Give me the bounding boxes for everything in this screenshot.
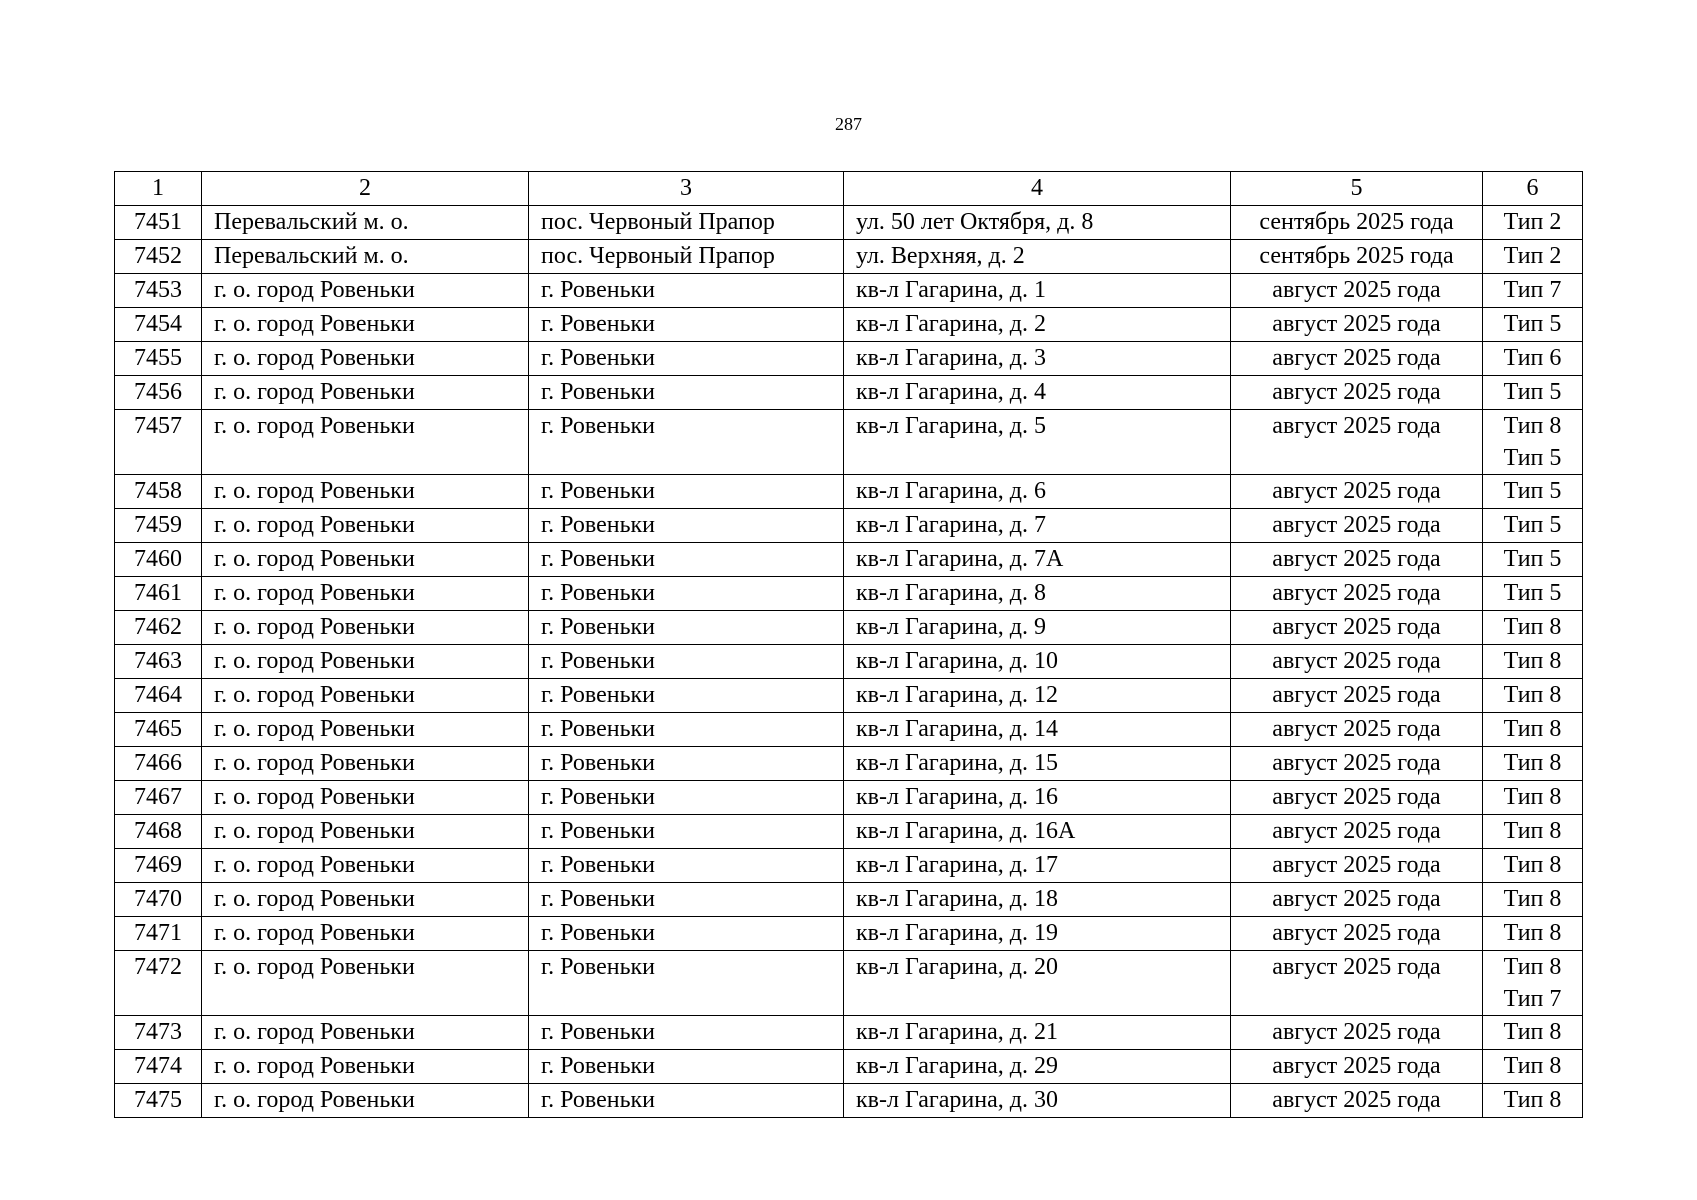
type-cell [1483,645,1583,679]
row-number: 7468 [115,815,202,849]
type-cell [1483,951,1583,1016]
date-cell: август 2025 года [1231,883,1483,917]
row-number: 7457 [115,410,202,475]
date-cell: август 2025 года [1231,342,1483,376]
table-row [115,509,1583,543]
table-row [115,1050,1583,1084]
table-row [115,475,1583,509]
settlement-cell: г. Ровеньки [529,1084,844,1118]
table-row [115,883,1583,917]
date-cell: август 2025 года [1231,815,1483,849]
district-cell: г. о. город Ровеньки [202,917,529,951]
type-cell [1483,747,1583,781]
date-cell: сентябрь 2025 года [1231,240,1483,274]
date-cell: август 2025 года [1231,376,1483,410]
address-cell: кв-л Гагарина, д. 9 [844,611,1231,645]
table-row [115,1016,1583,1050]
table-row [115,308,1583,342]
table-row [115,240,1583,274]
type-cell [1483,274,1583,308]
district-cell: г. о. город Ровеньки [202,1016,529,1050]
date-cell: август 2025 года [1231,951,1483,1016]
date-cell: август 2025 года [1231,1050,1483,1084]
address-cell: кв-л Гагарина, д. 7А [844,543,1231,577]
district-cell: г. о. город Ровеньки [202,849,529,883]
address-cell: кв-л Гагарина, д. 20 [844,951,1231,1016]
type-value: Тип 5 [1503,478,1562,504]
address-cell: кв-л Гагарина, д. 2 [844,308,1231,342]
date-cell: август 2025 года [1231,509,1483,543]
type-value: Тип 8 [1503,920,1562,946]
type-value: Тип 8 [1503,954,1562,980]
table-row [115,747,1583,781]
settlement-cell: г. Ровеньки [529,1016,844,1050]
settlement-cell: г. Ровеньки [529,274,844,308]
date-cell: август 2025 года [1231,679,1483,713]
address-cell: кв-л Гагарина, д. 8 [844,577,1231,611]
address-cell: кв-л Гагарина, д. 10 [844,645,1231,679]
type-value: Тип 8 [1503,1087,1562,1113]
row-number: 7454 [115,308,202,342]
table-row [115,679,1583,713]
district-cell: г. о. город Ровеньки [202,509,529,543]
row-number: 7463 [115,645,202,679]
district-cell: г. о. город Ровеньки [202,713,529,747]
date-cell: август 2025 года [1231,645,1483,679]
type-value: Тип 8 [1503,716,1562,742]
settlement-cell: г. Ровеньки [529,410,844,475]
type-value: Тип 8 [1503,682,1562,708]
type-cell [1483,206,1583,240]
row-number: 7464 [115,679,202,713]
type-cell [1483,611,1583,645]
row-number: 7461 [115,577,202,611]
settlement-cell: г. Ровеньки [529,509,844,543]
date-cell: август 2025 года [1231,713,1483,747]
type-value: Тип 8 [1503,1019,1562,1045]
settlement-cell: г. Ровеньки [529,815,844,849]
header-row [115,172,1583,206]
column-header-1: 1 [115,172,202,206]
address-cell: ул. 50 лет Октября, д. 8 [844,206,1231,240]
row-number: 7475 [115,1084,202,1118]
district-cell: г. о. город Ровеньки [202,308,529,342]
settlement-cell: г. Ровеньки [529,342,844,376]
row-number: 7467 [115,781,202,815]
type-value: Тип 8 [1503,886,1562,912]
settlement-cell: г. Ровеньки [529,543,844,577]
type-cell [1483,849,1583,883]
type-cell [1483,543,1583,577]
address-cell: кв-л Гагарина, д. 12 [844,679,1231,713]
settlement-cell: г. Ровеньки [529,781,844,815]
type-cell [1483,410,1583,475]
type-cell [1483,342,1583,376]
row-number: 7459 [115,509,202,543]
date-cell: август 2025 года [1231,543,1483,577]
address-cell: кв-л Гагарина, д. 19 [844,917,1231,951]
address-cell: кв-л Гагарина, д. 1 [844,274,1231,308]
type-cell [1483,815,1583,849]
type-cell [1483,883,1583,917]
address-cell: кв-л Гагарина, д. 3 [844,342,1231,376]
row-number: 7466 [115,747,202,781]
date-cell: август 2025 года [1231,274,1483,308]
table-row [115,849,1583,883]
address-cell: кв-л Гагарина, д. 16А [844,815,1231,849]
row-number: 7452 [115,240,202,274]
type-value: Тип 5 [1503,512,1562,538]
register-table [114,171,1583,1118]
date-cell: август 2025 года [1231,917,1483,951]
table-row [115,376,1583,410]
type-value: Тип 8 [1503,1053,1562,1079]
type-cell [1483,475,1583,509]
address-cell: кв-л Гагарина, д. 14 [844,713,1231,747]
date-cell: август 2025 года [1231,781,1483,815]
address-cell: кв-л Гагарина, д. 30 [844,1084,1231,1118]
district-cell: г. о. город Ровеньки [202,376,529,410]
date-cell: август 2025 года [1231,577,1483,611]
type-value: Тип 5 [1503,580,1562,606]
settlement-cell: г. Ровеньки [529,747,844,781]
settlement-cell: г. Ровеньки [529,308,844,342]
type-value: Тип 5 [1503,546,1562,572]
date-cell: август 2025 года [1231,611,1483,645]
type-cell [1483,1016,1583,1050]
column-header-3: 3 [529,172,844,206]
settlement-cell: г. Ровеньки [529,951,844,1016]
settlement-cell: г. Ровеньки [529,577,844,611]
row-number: 7458 [115,475,202,509]
district-cell: г. о. город Ровеньки [202,475,529,509]
type-cell [1483,376,1583,410]
settlement-cell: г. Ровеньки [529,917,844,951]
type-value: Тип 8 [1503,648,1562,674]
address-cell: кв-л Гагарина, д. 6 [844,475,1231,509]
district-cell: г. о. город Ровеньки [202,543,529,577]
type-value: Тип 5 [1503,379,1562,405]
table-row [115,206,1583,240]
date-cell: август 2025 года [1231,1016,1483,1050]
address-cell: кв-л Гагарина, д. 16 [844,781,1231,815]
table-row [115,543,1583,577]
address-cell: кв-л Гагарина, д. 17 [844,849,1231,883]
date-cell: август 2025 года [1231,410,1483,475]
date-cell: август 2025 года [1231,475,1483,509]
date-cell: август 2025 года [1231,1084,1483,1118]
district-cell: г. о. город Ровеньки [202,883,529,917]
settlement-cell: г. Ровеньки [529,849,844,883]
address-cell: кв-л Гагарина, д. 5 [844,410,1231,475]
district-cell: г. о. город Ровеньки [202,1050,529,1084]
settlement-cell: г. Ровеньки [529,679,844,713]
type-value: Тип 5 [1503,445,1562,471]
row-number: 7473 [115,1016,202,1050]
type-value: Тип 6 [1503,345,1562,371]
row-number: 7455 [115,342,202,376]
date-cell: август 2025 года [1231,308,1483,342]
settlement-cell: г. Ровеньки [529,475,844,509]
settlement-cell: г. Ровеньки [529,645,844,679]
column-header-4: 4 [844,172,1231,206]
table-row [115,645,1583,679]
type-value: Тип 7 [1503,986,1562,1012]
row-number: 7474 [115,1050,202,1084]
settlement-cell: пос. Червоный Прапор [529,206,844,240]
type-cell [1483,917,1583,951]
table-row [115,781,1583,815]
type-cell [1483,713,1583,747]
page-number: 287 [835,114,862,134]
column-header-2: 2 [202,172,529,206]
district-cell: г. о. город Ровеньки [202,577,529,611]
type-value: Тип 8 [1503,750,1562,776]
type-value: Тип 2 [1503,243,1562,269]
row-number: 7453 [115,274,202,308]
table-row [115,577,1583,611]
column-header-6: 6 [1483,172,1583,206]
district-cell: г. о. город Ровеньки [202,1084,529,1118]
address-cell: кв-л Гагарина, д. 18 [844,883,1231,917]
settlement-cell: г. Ровеньки [529,1050,844,1084]
row-number: 7462 [115,611,202,645]
date-cell: август 2025 года [1231,849,1483,883]
type-cell [1483,679,1583,713]
table-row [115,951,1583,1016]
table-row [115,815,1583,849]
type-value: Тип 8 [1503,818,1562,844]
settlement-cell: пос. Червоный Прапор [529,240,844,274]
address-cell: кв-л Гагарина, д. 15 [844,747,1231,781]
address-cell: кв-л Гагарина, д. 7 [844,509,1231,543]
type-value: Тип 8 [1503,784,1562,810]
settlement-cell: г. Ровеньки [529,376,844,410]
district-cell: г. о. город Ровеньки [202,342,529,376]
type-cell [1483,1084,1583,1118]
district-cell: г. о. город Ровеньки [202,274,529,308]
type-value: Тип 8 [1503,413,1562,439]
settlement-cell: г. Ровеньки [529,883,844,917]
date-cell: сентябрь 2025 года [1231,206,1483,240]
table-row [115,274,1583,308]
row-number: 7465 [115,713,202,747]
type-cell [1483,308,1583,342]
district-cell: г. о. город Ровеньки [202,679,529,713]
row-number: 7469 [115,849,202,883]
column-header-5: 5 [1231,172,1483,206]
district-cell: Перевальский м. о. [202,206,529,240]
district-cell: г. о. город Ровеньки [202,815,529,849]
district-cell: г. о. город Ровеньки [202,645,529,679]
type-cell [1483,781,1583,815]
address-cell: кв-л Гагарина, д. 21 [844,1016,1231,1050]
settlement-cell: г. Ровеньки [529,611,844,645]
row-number: 7470 [115,883,202,917]
district-cell: г. о. город Ровеньки [202,781,529,815]
address-cell: ул. Верхняя, д. 2 [844,240,1231,274]
type-value: Тип 2 [1503,209,1562,235]
type-value: Тип 5 [1503,311,1562,337]
table-row [115,713,1583,747]
type-cell [1483,577,1583,611]
table-row [115,917,1583,951]
district-cell: г. о. город Ровеньки [202,410,529,475]
row-number: 7460 [115,543,202,577]
address-cell: кв-л Гагарина, д. 4 [844,376,1231,410]
type-cell [1483,1050,1583,1084]
type-cell [1483,509,1583,543]
table-header [115,172,1583,206]
row-number: 7472 [115,951,202,1016]
row-number: 7456 [115,376,202,410]
table-body [115,206,1583,1118]
district-cell: г. о. город Ровеньки [202,611,529,645]
type-value: Тип 8 [1503,614,1562,640]
district-cell: г. о. город Ровеньки [202,951,529,1016]
type-value: Тип 7 [1503,277,1562,303]
row-number: 7451 [115,206,202,240]
settlement-cell: г. Ровеньки [529,713,844,747]
table-row [115,1084,1583,1118]
type-cell [1483,240,1583,274]
table-row [115,611,1583,645]
district-cell: Перевальский м. о. [202,240,529,274]
district-cell: г. о. город Ровеньки [202,747,529,781]
table-row [115,410,1583,475]
row-number: 7471 [115,917,202,951]
date-cell: август 2025 года [1231,747,1483,781]
type-value: Тип 8 [1503,852,1562,878]
address-cell: кв-л Гагарина, д. 29 [844,1050,1231,1084]
table-row [115,342,1583,376]
